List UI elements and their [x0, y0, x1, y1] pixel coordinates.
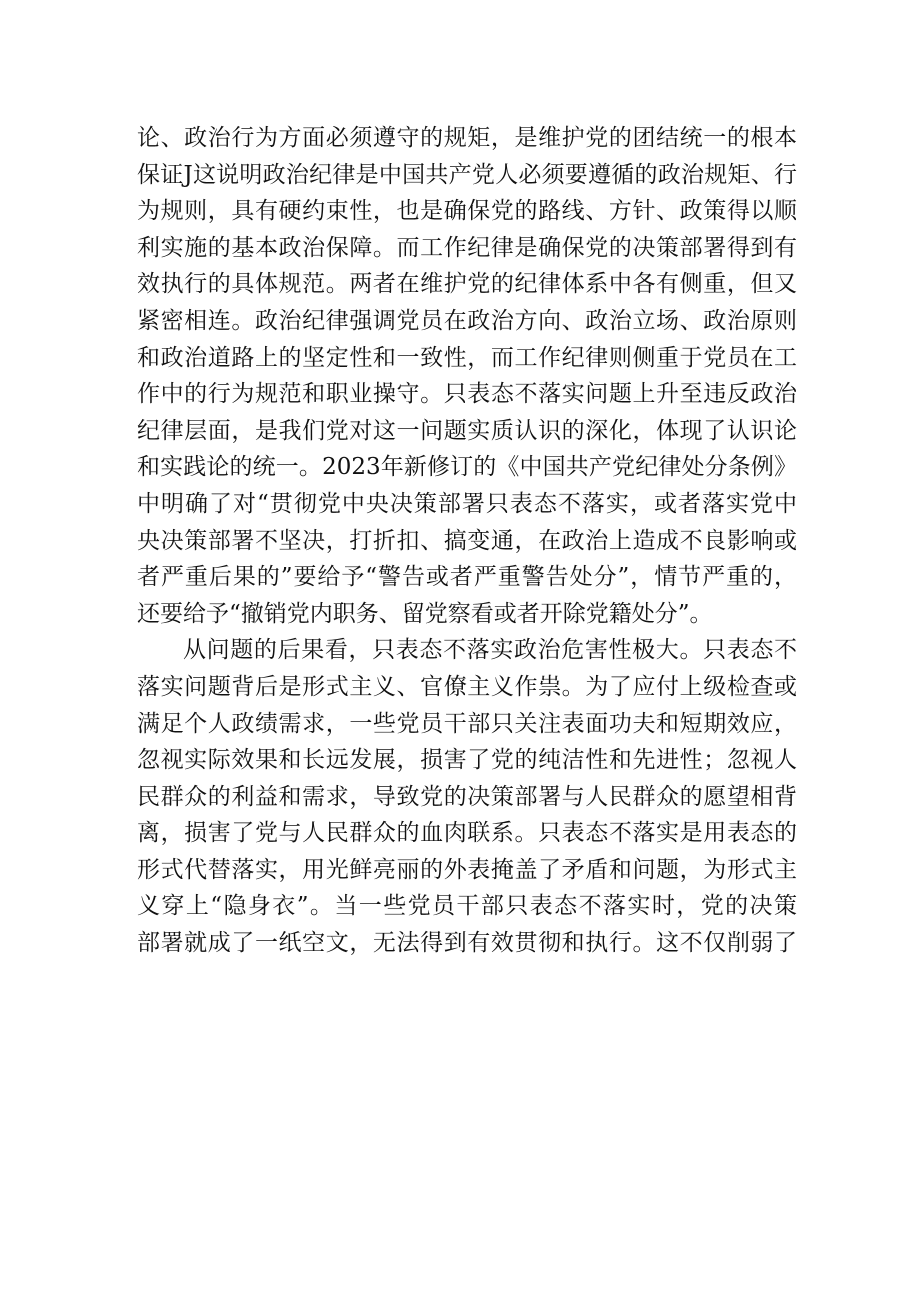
paragraph-1-line: 效执行的具体规范。两者在维护党的纪律体系中各有侧重，但又 [137, 271, 797, 298]
paragraph-2-line: 形式代替落实，用光鲜亮丽的外表掩盖了矛盾和问题，为形式主 [137, 856, 797, 883]
paragraph-1-line: 紧密相连。政治纪律强调党员在政治方向、政治立场、政治原则 [137, 307, 797, 334]
paragraph-1-line: 为规则，具有硬约束性，也是确保党的路线、方针、政策得以顺 [137, 198, 797, 225]
paragraph-1-line: 论、政治行为方面必须遵守的规矩，是维护党的团结统一的根本 [137, 125, 797, 151]
paragraph-1-line: 和实践论的统一。2023年新修订的《中国共产党纪律处分条例》 [137, 454, 797, 481]
paragraph-1-line: 利实施的基本政治保障。而工作纪律是确保党的决策部署得到有 [137, 234, 797, 261]
paragraph-1-line: 者严重后果的”要给予“警告或者严重警告处分”，情节严重的， [137, 564, 797, 591]
paragraph-1-line: 和政治道路上的坚定性和一致性，而工作纪律则侧重于党员在工 [137, 344, 797, 371]
document-body [137, 120, 797, 962]
paragraph-2-line: 义穿上“隐身衣”。当一些党员干部只表态不落实时，党的决策 [137, 893, 797, 920]
paragraph-2-line: 民群众的利益和需求，导致党的决策部署与人民群众的愿望相背 [137, 783, 797, 810]
paragraph-1-line: 保证J这说明政治纪律是中国共产党人必须要遵循的政治规矩、行 [137, 161, 797, 188]
paragraph-1-line: 纪律层面，是我们党对这一问题实质认识的深化，体现了认识论 [137, 417, 797, 444]
paragraph-2-line: 满足个人政绩需求，一些党员干部只关注表面功夫和短期效应， [137, 710, 797, 737]
paragraph-2 [137, 632, 797, 961]
paragraph-1-line: 作中的行为规范和职业操守。只表态不落实问题上升至违反政治 [137, 381, 797, 408]
paragraph-2-line: 从问题的后果看，只表态不落实政治危害性极大。只表态不 [183, 637, 797, 664]
paragraph-1 [137, 120, 797, 632]
paragraph-2-line: 部署就成了一纸空文，无法得到有效贯彻和执行。这不仅削弱了 [137, 930, 797, 957]
paragraph-1-line: 中明确了对“贯彻党中央决策部署只表态不落实，或者落实党中 [137, 490, 797, 517]
paragraph-1-line: 还要给予“撤销党内职务、留党察看或者开除党籍处分”。 [137, 600, 713, 627]
paragraph-2-line: 忽视实际效果和长远发展，损害了党的纯洁性和先进性；忽视人 [137, 747, 797, 774]
paragraph-2-line: 落实问题背后是形式主义、官僚主义作祟。为了应付上级检查或 [137, 673, 797, 700]
paragraph-1-line: 央决策部署不坚决，打折扣、搞变通，在政治上造成不良影响或 [137, 527, 797, 554]
paragraph-2-line: 离，损害了党与人民群众的血肉联系。只表态不落实是用表态的 [137, 820, 797, 847]
